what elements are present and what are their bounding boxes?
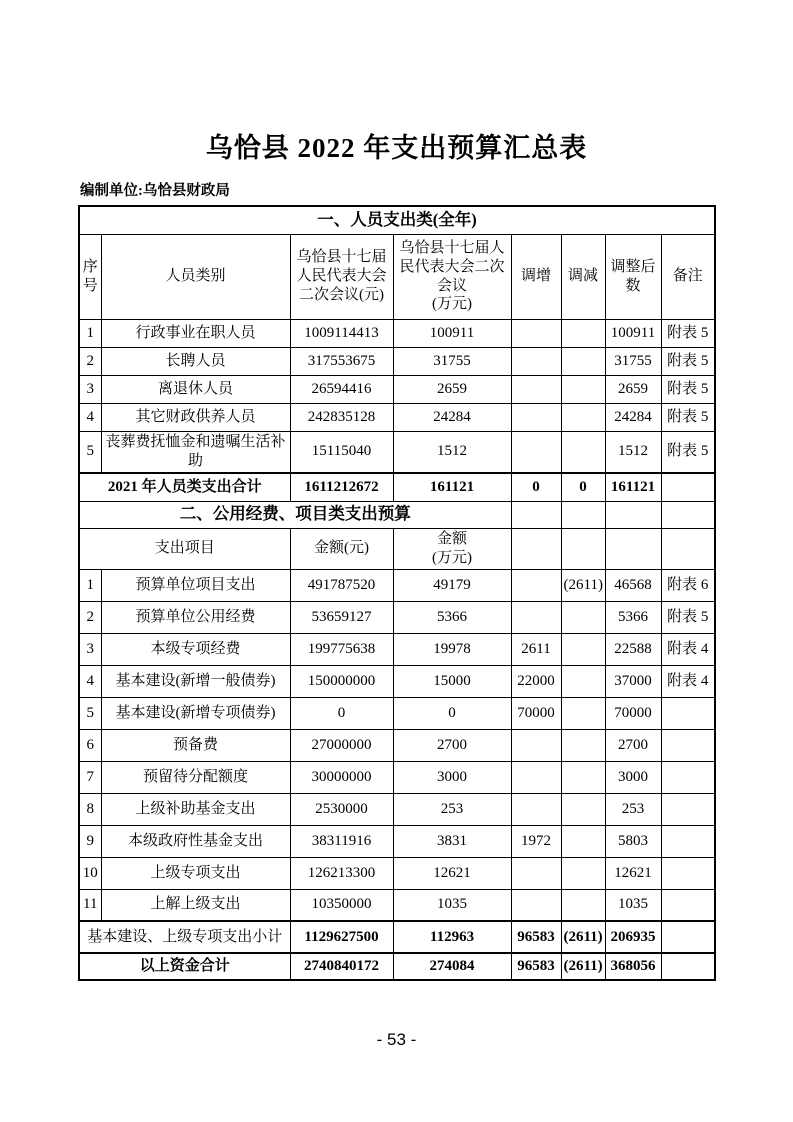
cell-adjusted: 253 bbox=[605, 793, 661, 825]
section2-subtotal-inc: 96583 bbox=[511, 921, 561, 953]
cell-amount-wan: 5366 bbox=[393, 601, 511, 633]
cell-label: 丧葬费抚恤金和遗嘱生活补助 bbox=[101, 431, 290, 473]
section1-total-label: 2021 年人员类支出合计 bbox=[79, 473, 290, 501]
cell-label: 预备费 bbox=[101, 729, 290, 761]
cell-label: 预留待分配额度 bbox=[101, 761, 290, 793]
cell-increase bbox=[511, 319, 561, 347]
cell-decrease bbox=[561, 375, 605, 403]
section2-subtotal-adj: 206935 bbox=[605, 921, 661, 953]
cell-amount-yuan: 199775638 bbox=[290, 633, 393, 665]
table-row bbox=[79, 697, 715, 729]
header-expense-item: 支出项目 bbox=[79, 528, 290, 569]
cell-decrease: (2611) bbox=[561, 569, 605, 601]
header-amount-wanyuan bbox=[393, 234, 511, 319]
cell-increase bbox=[511, 729, 561, 761]
cell-seq: 10 bbox=[79, 857, 101, 889]
grand-total-yuan: 2740840172 bbox=[290, 953, 393, 980]
page-title: 乌恰县 2022 年支出预算汇总表 bbox=[205, 133, 588, 163]
cell-decrease bbox=[561, 825, 605, 857]
cell-amount-yuan: 30000000 bbox=[290, 761, 393, 793]
cell-amount-yuan: 10350000 bbox=[290, 889, 393, 921]
cell-adjusted: 3000 bbox=[605, 761, 661, 793]
cell-label: 预算单位公用经费 bbox=[101, 601, 290, 633]
table-row bbox=[79, 319, 715, 347]
cell-amount-yuan: 27000000 bbox=[290, 729, 393, 761]
cell-increase: 1972 bbox=[511, 825, 561, 857]
section2-subtotal-yuan: 1129627500 bbox=[290, 921, 393, 953]
cell-decrease bbox=[561, 319, 605, 347]
cell-adjusted: 5803 bbox=[605, 825, 661, 857]
cell-amount-wan: 15000 bbox=[393, 665, 511, 697]
cell-note: 附表 4 bbox=[661, 633, 715, 665]
cell-note: 附表 5 bbox=[661, 319, 715, 347]
section2-title-empty1 bbox=[511, 501, 561, 528]
cell-label: 上级补助基金支出 bbox=[101, 793, 290, 825]
section2-subtotal-note bbox=[661, 921, 715, 953]
cell-decrease bbox=[561, 889, 605, 921]
cell-seq: 1 bbox=[79, 319, 101, 347]
section2-title: 二、公用经费、项目类支出预算 bbox=[79, 501, 511, 528]
section1-total-yuan: 1611212672 bbox=[290, 473, 393, 501]
cell-decrease bbox=[561, 761, 605, 793]
section2-header-empty4 bbox=[661, 528, 715, 569]
table-row bbox=[79, 889, 715, 921]
section2-title-empty4 bbox=[661, 501, 715, 528]
cell-label: 基本建设(新增专项债券) bbox=[101, 697, 290, 729]
cell-seq: 8 bbox=[79, 793, 101, 825]
cell-increase: 2611 bbox=[511, 633, 561, 665]
header-increase: 调增 bbox=[511, 234, 561, 319]
cell-amount-yuan: 491787520 bbox=[290, 569, 393, 601]
section2-header-row bbox=[79, 528, 715, 569]
cell-increase bbox=[511, 857, 561, 889]
cell-amount-yuan: 53659127 bbox=[290, 601, 393, 633]
section2-subtotal-label: 基本建设、上级专项支出小计 bbox=[79, 921, 290, 953]
section2-subtotal-row bbox=[79, 921, 715, 953]
cell-amount-yuan: 15115040 bbox=[290, 431, 393, 473]
cell-seq: 7 bbox=[79, 761, 101, 793]
cell-label: 基本建设(新增一般债券) bbox=[101, 665, 290, 697]
header-amount-yuan2: 金额(元) bbox=[290, 528, 393, 569]
cell-adjusted: 22588 bbox=[605, 633, 661, 665]
cell-amount-yuan: 26594416 bbox=[290, 375, 393, 403]
section1-total-wan: 161121 bbox=[393, 473, 511, 501]
cell-seq: 9 bbox=[79, 825, 101, 857]
grand-total-label: 以上资金合计 bbox=[79, 953, 290, 980]
cell-label: 行政事业在职人员 bbox=[101, 319, 290, 347]
table-row bbox=[79, 857, 715, 889]
cell-label: 上级专项支出 bbox=[101, 857, 290, 889]
cell-amount-wan: 3831 bbox=[393, 825, 511, 857]
cell-adjusted: 1035 bbox=[605, 889, 661, 921]
cell-note bbox=[661, 729, 715, 761]
table-row bbox=[79, 375, 715, 403]
cell-adjusted: 5366 bbox=[605, 601, 661, 633]
cell-amount-wan: 2700 bbox=[393, 729, 511, 761]
table-row bbox=[79, 569, 715, 601]
cell-adjusted: 100911 bbox=[605, 319, 661, 347]
cell-decrease bbox=[561, 403, 605, 431]
section2-title-empty3 bbox=[605, 501, 661, 528]
cell-amount-wan: 100911 bbox=[393, 319, 511, 347]
cell-seq: 11 bbox=[79, 889, 101, 921]
grand-total-inc: 96583 bbox=[511, 953, 561, 980]
cell-decrease bbox=[561, 665, 605, 697]
grand-total-adj: 368056 bbox=[605, 953, 661, 980]
cell-amount-wan: 2659 bbox=[393, 375, 511, 403]
cell-label: 离退休人员 bbox=[101, 375, 290, 403]
cell-seq: 3 bbox=[79, 633, 101, 665]
cell-increase bbox=[511, 569, 561, 601]
cell-amount-yuan: 2530000 bbox=[290, 793, 393, 825]
cell-seq: 2 bbox=[79, 347, 101, 375]
cell-increase bbox=[511, 889, 561, 921]
cell-label: 本级政府性基金支出 bbox=[101, 825, 290, 857]
cell-amount-wan: 12621 bbox=[393, 857, 511, 889]
section2-header-empty1 bbox=[511, 528, 561, 569]
cell-seq: 2 bbox=[79, 601, 101, 633]
cell-increase bbox=[511, 431, 561, 473]
cell-amount-yuan: 0 bbox=[290, 697, 393, 729]
section2-subtotal-wan: 112963 bbox=[393, 921, 511, 953]
header-note: 备注 bbox=[661, 234, 715, 319]
cell-adjusted: 37000 bbox=[605, 665, 661, 697]
cell-amount-yuan: 126213300 bbox=[290, 857, 393, 889]
header-seq: 序号 bbox=[79, 234, 101, 319]
cell-decrease bbox=[561, 697, 605, 729]
cell-increase: 22000 bbox=[511, 665, 561, 697]
cell-adjusted: 2659 bbox=[605, 375, 661, 403]
table-row bbox=[79, 825, 715, 857]
table-row bbox=[79, 761, 715, 793]
cell-label: 长聘人员 bbox=[101, 347, 290, 375]
cell-decrease bbox=[561, 793, 605, 825]
cell-label: 其它财政供养人员 bbox=[101, 403, 290, 431]
cell-amount-wan: 1035 bbox=[393, 889, 511, 921]
cell-amount-yuan: 1009114413 bbox=[290, 319, 393, 347]
cell-adjusted: 2700 bbox=[605, 729, 661, 761]
grand-total-row bbox=[79, 953, 715, 980]
cell-adjusted: 70000 bbox=[605, 697, 661, 729]
cell-amount-wan: 0 bbox=[393, 697, 511, 729]
cell-increase bbox=[511, 761, 561, 793]
cell-seq: 4 bbox=[79, 403, 101, 431]
header-decrease: 调减 bbox=[561, 234, 605, 319]
cell-decrease bbox=[561, 729, 605, 761]
grand-total-wan: 274084 bbox=[393, 953, 511, 980]
cell-seq: 6 bbox=[79, 729, 101, 761]
cell-note: 附表 6 bbox=[661, 569, 715, 601]
cell-amount-yuan: 242835128 bbox=[290, 403, 393, 431]
cell-amount-wan: 253 bbox=[393, 793, 511, 825]
cell-note: 附表 5 bbox=[661, 375, 715, 403]
table-row bbox=[79, 729, 715, 761]
section1-total-adj: 161121 bbox=[605, 473, 661, 501]
section2-title-row bbox=[79, 501, 715, 528]
table-row bbox=[79, 633, 715, 665]
header-amount-wan2-unit: (万元) bbox=[432, 549, 472, 566]
cell-note bbox=[661, 889, 715, 921]
section2-header-empty3 bbox=[605, 528, 661, 569]
cell-amount-wan: 19978 bbox=[393, 633, 511, 665]
cell-amount-wan: 1512 bbox=[393, 431, 511, 473]
cell-increase bbox=[511, 601, 561, 633]
cell-note: 附表 5 bbox=[661, 347, 715, 375]
section1-total-inc: 0 bbox=[511, 473, 561, 501]
cell-adjusted: 1512 bbox=[605, 431, 661, 473]
cell-increase: 70000 bbox=[511, 697, 561, 729]
cell-decrease bbox=[561, 601, 605, 633]
table-row bbox=[79, 793, 715, 825]
cell-increase bbox=[511, 793, 561, 825]
prepared-by-label: 编制单位:乌恰县财政局 bbox=[80, 183, 230, 199]
cell-note: 附表 5 bbox=[661, 431, 715, 473]
section2-title-empty2 bbox=[561, 501, 605, 528]
cell-note: 附表 4 bbox=[661, 665, 715, 697]
header-amount-yuan: 乌恰县十七届人民代表大会二次会议(元) bbox=[290, 234, 393, 319]
cell-amount-wan: 24284 bbox=[393, 403, 511, 431]
cell-increase bbox=[511, 403, 561, 431]
cell-note: 附表 5 bbox=[661, 403, 715, 431]
section1-title: 一、人员支出类(全年) bbox=[79, 206, 715, 234]
cell-increase bbox=[511, 375, 561, 403]
cell-note bbox=[661, 825, 715, 857]
cell-amount-wan: 3000 bbox=[393, 761, 511, 793]
table-row bbox=[79, 601, 715, 633]
cell-amount-yuan: 38311916 bbox=[290, 825, 393, 857]
cell-increase bbox=[511, 347, 561, 375]
cell-adjusted: 12621 bbox=[605, 857, 661, 889]
header-amount-wanyuan-unit: (万元) bbox=[432, 296, 472, 313]
cell-decrease bbox=[561, 431, 605, 473]
header-amount-wan2-text: 金额 bbox=[436, 530, 467, 547]
header-adjusted: 调整后数 bbox=[605, 234, 661, 319]
cell-decrease bbox=[561, 857, 605, 889]
cell-note bbox=[661, 697, 715, 729]
cell-seq: 5 bbox=[79, 697, 101, 729]
cell-adjusted: 46568 bbox=[605, 569, 661, 601]
cell-amount-wan: 31755 bbox=[393, 347, 511, 375]
cell-note: 附表 5 bbox=[661, 601, 715, 633]
grand-total-dec: (2611) bbox=[561, 953, 605, 980]
cell-seq: 1 bbox=[79, 569, 101, 601]
table-row bbox=[79, 403, 715, 431]
section2-header-empty2 bbox=[561, 528, 605, 569]
header-amount-wanyuan-text: 乌恰县十七届人民代表大会二次会议 bbox=[399, 240, 505, 294]
cell-label: 本级专项经费 bbox=[101, 633, 290, 665]
cell-label: 上解上级支出 bbox=[101, 889, 290, 921]
cell-adjusted: 31755 bbox=[605, 347, 661, 375]
cell-seq: 4 bbox=[79, 665, 101, 697]
cell-note bbox=[661, 857, 715, 889]
header-amount-wan2 bbox=[393, 528, 511, 569]
grand-total-note bbox=[661, 953, 715, 980]
cell-label: 预算单位项目支出 bbox=[101, 569, 290, 601]
cell-adjusted: 24284 bbox=[605, 403, 661, 431]
cell-amount-yuan: 317553675 bbox=[290, 347, 393, 375]
section1-total-dec: 0 bbox=[561, 473, 605, 501]
cell-amount-wan: 49179 bbox=[393, 569, 511, 601]
table-row bbox=[79, 347, 715, 375]
section1-total-note bbox=[661, 473, 715, 501]
cell-decrease bbox=[561, 347, 605, 375]
section2-subtotal-dec: (2611) bbox=[561, 921, 605, 953]
cell-note bbox=[661, 793, 715, 825]
cell-note bbox=[661, 761, 715, 793]
page-number: - 53 - bbox=[376, 1030, 417, 1049]
cell-decrease bbox=[561, 633, 605, 665]
section1-total-row bbox=[79, 473, 715, 501]
cell-seq: 3 bbox=[79, 375, 101, 403]
section1-title-row bbox=[79, 206, 715, 234]
header-category: 人员类别 bbox=[101, 234, 290, 319]
section1-header-row bbox=[79, 234, 715, 319]
cell-seq: 5 bbox=[79, 431, 101, 473]
cell-amount-yuan: 150000000 bbox=[290, 665, 393, 697]
budget-summary-table bbox=[78, 205, 716, 981]
table-row bbox=[79, 431, 715, 473]
table-row bbox=[79, 665, 715, 697]
